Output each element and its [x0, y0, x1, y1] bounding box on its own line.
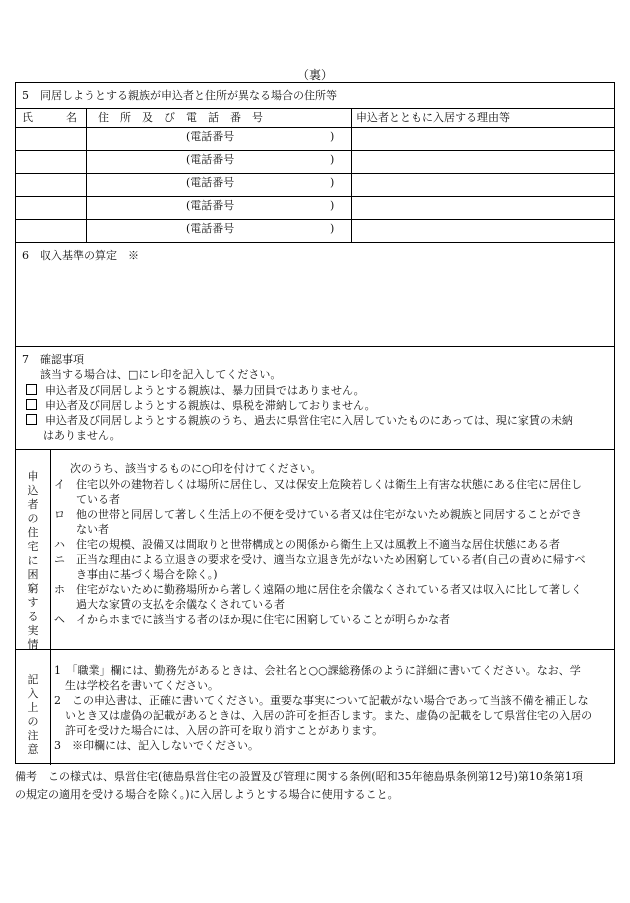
confirm-item-1[interactable]: 申込者及び同居しようとする親族は、暴力団員ではありません。: [26, 384, 365, 398]
housing-intro: 次のうち、該当するものに○印を付けてください。: [70, 462, 322, 475]
housing-side-label: 申 込 者 の 住 宅 に 困 窮 す る 実 情: [27, 470, 39, 651]
checkbox-icon[interactable]: [26, 384, 37, 395]
tel-close: ): [330, 222, 335, 235]
tel-label: (電話番号: [186, 130, 235, 143]
section7-instruction: 該当する場合は、□にレ印を記入してください。: [40, 368, 282, 381]
housing-option-ni[interactable]: ニ 正当な理由による立退きの要求を受け、適当な立退き先がないため困窮している者(自己の責めに帰すべ: [54, 553, 586, 566]
col-reason-header: 申込者とともに入居する理由等: [356, 111, 510, 124]
tel-close: ): [330, 130, 335, 143]
tel-label: (電話番号: [186, 176, 235, 189]
housing-option-ho[interactable]: ホ 住宅がないために勤務場所から著しく遠隔の地に居住を余儀なくされている者又は収入に比して著しく: [54, 583, 582, 596]
confirm-item-3[interactable]: 申込者及び同居しようとする親族のうち、過去に県営住宅に入居していたものにあっては、現に家賃の未納: [26, 414, 573, 428]
income-calc-area[interactable]: [16, 265, 614, 345]
tel-label: (電話番号: [186, 153, 235, 166]
checkbox-icon[interactable]: [26, 399, 37, 410]
confirm-item-2[interactable]: 申込者及び同居しようとする親族は、県税を滞納しておりません。: [26, 399, 376, 413]
col-address-header: 住 所 及 び 電 話 番 号: [98, 111, 263, 124]
note-3: 3 ※印欄には、記入しないでください。: [54, 739, 259, 752]
col-name-header: 氏 名: [22, 111, 77, 124]
tel-label: (電話番号: [186, 199, 235, 212]
tel-close: ): [330, 153, 335, 166]
housing-list[interactable]: イ 住宅以外の建物若しくは場所に居住し、又は保安上危険若しくは衛生上有害な状態にある住宅に居住し ている者 ロ 他の世帯と同居して著しく生活上の不便を受けている者又は住宅がないため親族と同居することができ ない者 ハ 住宅の規模、設備又は間取りと世帯構成との関係から衛生上又は風教上不適当な居住状態にある者 ニ 正当な理由による立退きの要求を受け、適当な立退き先がないため困窮している者(自己の責めに帰すべ き事由に基づく場合を除く。) ホ 住宅がないために勤務場所から著しく遠隔の地に居住を余儀なくされている者又は収入に比して著しく 過大な家賃の支払を余儀なくされている者 ヘ イからホまでに該当する者のほか現に住宅に困窮していることが明らかな者: [54, 477, 614, 627]
housing-option-i[interactable]: イ 住宅以外の建物若しくは場所に居住し、又は保安上危険若しくは衛生上有害な状態にある住宅に居住し: [54, 478, 582, 491]
housing-option-ha[interactable]: ハ 住宅の規模、設備又は間取りと世帯構成との関係から衛生上又は風教上不適当な居住状態にある者: [54, 538, 560, 551]
housing-option-ro[interactable]: ロ 他の世帯と同居して著しく生活上の不便を受けている者又は住宅がないため親族と同居することができ: [54, 508, 582, 521]
page-title: （裏）: [296, 68, 333, 82]
section6-heading: 6 収入基準の算定 ※: [22, 249, 139, 262]
tel-label: (電話番号: [186, 222, 235, 235]
checkbox-icon[interactable]: [26, 414, 37, 425]
note-2: 2 この申込書は、正確に書いてください。重要な事実について記載がない場合であって当該不備を補正しな: [54, 694, 589, 707]
section5-heading: 5 同居しようとする親族が申込者と住所が異なる場合の住所等: [22, 89, 337, 102]
notes-list: 1 「職業」欄には、勤務先があるときは、会社名と○○課総務係のように詳細に書いてください。なお、学 生は学校名を書いてください。 2 この申込書は、正確に書いてください。重要な事実について記載がない場合であって当該不備を補正しな いとき又は虚偽の記載があるときは、入居の許可を拒否します。また、虚偽の記載をして県営住宅の入居の 許可を受けた場合には、入居の許可を取り消すことがあります。 3 ※印欄には、記入しないでください。: [54, 663, 614, 753]
footnote: 備考 この様式は、県営住宅(徳島県営住宅の設置及び管理に関する条例(昭和35年徳島県条例第12号)第10条第1項 の規定の適用を受ける場合を除く。)に入居しようとする場合に使用すること。: [15, 770, 583, 801]
tel-close: ): [330, 199, 335, 212]
form-frame: [15, 82, 615, 764]
notes-side-label: 記 入 上 の 注 意: [27, 673, 39, 756]
housing-option-he[interactable]: ヘ イからホまでに該当する者のほか現に住宅に困窮していることが明らかな者: [54, 613, 450, 626]
section7-heading: 7 確認事項: [22, 353, 84, 366]
confirm-item-3-cont: はありません。: [43, 429, 121, 442]
note-1: 1 「職業」欄には、勤務先があるときは、会社名と○○課総務係のように詳細に書いてください。なお、学: [54, 664, 581, 677]
tel-close: ): [330, 176, 335, 189]
